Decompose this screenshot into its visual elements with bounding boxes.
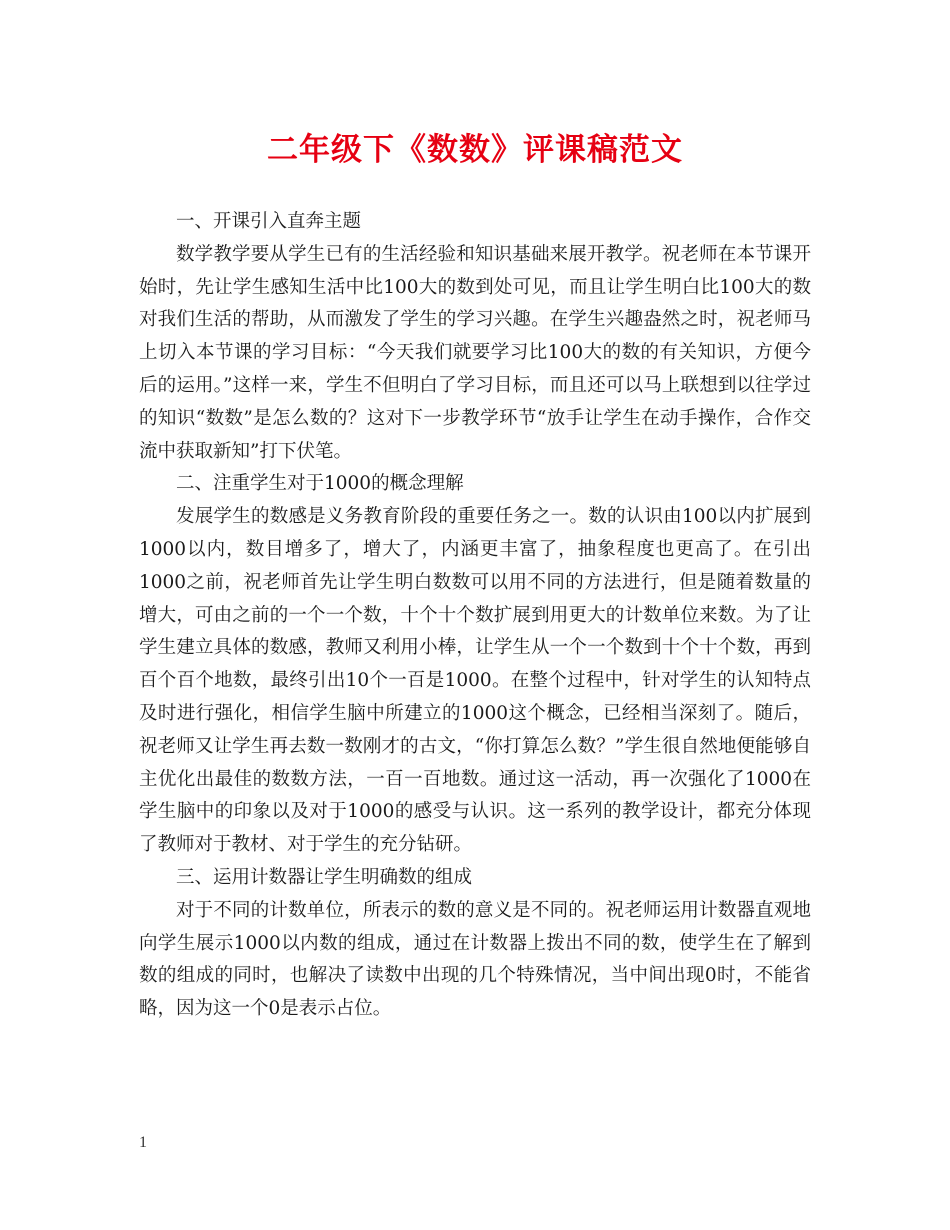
section-heading-1: 一、开课引入直奔主题 (176, 211, 362, 232)
section-paragraph-2: 发展学生的数感是义务教育阶段的重要任务之一。数的认识由100以内扩展到1000以内，数目增多了，增大了，内涵更丰富了，抽象程度也更高了。在引出1000之前，祝老师首先让学生明白数数可以用不同的方法进行，但是随着数量的增大，可由之前的一个一个数，十个十个数扩展到用更大的计数单位来数。为了让学生建立具体的数感，教师又利用小棒，让学生从一个一个数到十个十个数，再到百个百个地数，最终引出10个一百是1000。在整个过程中，针对学生的认知特点及时进行强化，相信学生脑中所建立的1000这个概念，已经相当深刻了。随后，祝老师又让学生再去数一数刚才的古文，“你打算怎么数？”学生很自然地便能够自主优化出最佳的数数方法，一百一百地数。通过这一活动，再一次强化了1000在学生脑中的印象以及对于1000的感受与认识。这一系列的教学设计，都充分体现了教师对于教材、对于学生的充分钻研。 (139, 506, 811, 856)
section-paragraph-3: 对于不同的计数单位，所表示的数的意义是不同的。祝老师运用计数器直观地向学生展示1000以内数的组成，通过在计数器上拨出不同的数，使学生在了解到数的组成的同时，也解决了读数中出现的几个特殊情况，当中间出现0时，不能省略，因为这一个0是表示占位。 (139, 899, 811, 1020)
section-paragraph-1: 数学教学要从学生已有的生活经验和知识基础来展开教学。祝老师在本节课开始时，先让学生感知生活中比100大的数到处可见，而且让学生明白比100大的数对我们生活的帮助，从而激发了学生的学习兴趣。在学生兴趣盎然之时，祝老师马上切入本节课的学习目标：“今天我们就要学习比100大的数的有关知识，方便今后的运用。”这样一来，学生不但明白了学习目标，而且还可以马上联想到以往学过的知识“数数”是怎么数的？这对下一步教学环节“放手让学生在动手操作，合作交流中获取新知”打下伏笔。 (139, 243, 811, 462)
section-heading-3: 三、运用计数器让学生明确数的组成 (176, 866, 473, 888)
section-heading-2: 二、注重学生对于1000的概念理解 (176, 473, 464, 495)
document-title: 二年级下《数数》评课稿范文 (267, 132, 683, 168)
document-body (139, 206, 811, 1026)
page-number: 1 (139, 1134, 147, 1151)
